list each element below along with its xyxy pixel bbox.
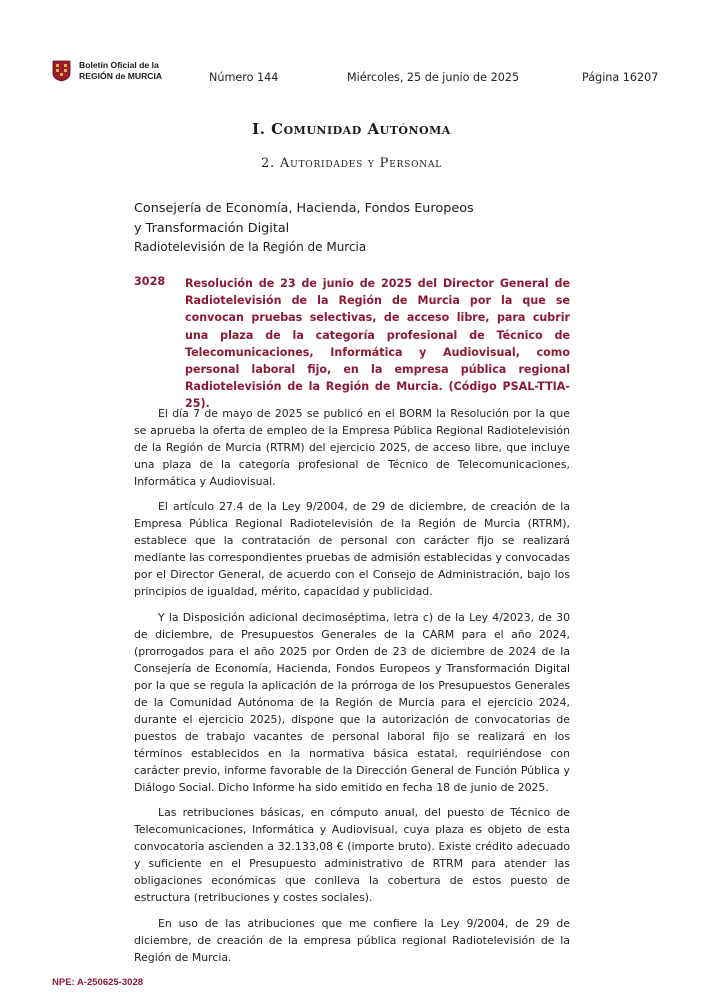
body-paragraph: El artículo 27.4 de la Ley 9/2004, de 29 de diciembre, de creación de la Empresa Pública Regional Radiotelevisión de la Región de Murcia (RTRM), establece que la contratación de personal con carácter fijo se realizará mediante las correspondientes pruebas de admisión establecidas y convocadas por el Director General, de acuerdo con el Consejo de Administración, bajo los principios de igualdad, mérito, capacidad y publicidad. xyxy=(134,500,570,599)
organization-line-3: Radiotelevisión de la Región de Murcia xyxy=(134,240,367,254)
section-title: I. Comunidad Autónoma xyxy=(252,120,451,138)
document-body xyxy=(134,405,570,974)
announcement-number: 3028 xyxy=(134,275,166,288)
npe-code: NPE: A-250625-3028 xyxy=(52,977,144,988)
body-paragraph: El día 7 de mayo de 2025 se publicó en el BORM la Resolución por la que se aprueba la oferta de empleo de la Empresa Pública Regional Radiotelevisión de la Región de Murcia (RTRM) del ejercicio 2025, de acceso libre, que incluye una plaza de la categoría profesional de Técnico de Telecomunicaciones, Informática y Audiovisual. xyxy=(134,407,570,488)
announcement-title: Resolución de 23 de junio de 2025 del Director General de Radiotelevisión de la Región de Murcia por la que se convocan pruebas selectivas, de acceso libre, para cubrir una plaza de la categoría profesional de Técnico de Telecomunicaciones, Informática y Audiovisual, como personal laboral fijo, en la empresa pública regional Radiotelevisión de la Región de Murcia. (Código PSAL-TTIA-25). xyxy=(185,277,570,411)
body-paragraph: En uso de las atribuciones que me confiere la Ley 9/2004, de 29 de diciembre, de creación de la empresa pública regional Radiotelevisión de la Región de Murcia. xyxy=(134,916,570,964)
publication-date: Miércoles, 25 de junio de 2025 xyxy=(347,71,520,84)
region-murcia-coat-of-arms-icon xyxy=(52,60,71,82)
body-paragraph: Y la Disposición adicional decimoséptima, letra c) de la Ley 4/2023, de 30 de diciembre, de Presupuestos Generales de la CARM para el año 2024, (prorrogados para el año 2025 por Orden de 23 de diciembre de 2024 de la Consejería de Economía, Hacienda, Fondos Europeos y Transformación Digital por la que se regula la aplicación de la prórroga de los Presupuestos Generales de la Comunidad Autónoma de la Región de Murcia para el ejercicio 2024, durante el ejercicio 2025), dispone que la autorización de convocatorias de puestos de trabajo vacantes de personal laboral fijo se realizará en los términos establecidos en la normativa básica estatal, requiriéndose con carácter previo, informe favorable de la Dirección General de Función Pública y Diálogo Social. Dicho Informe ha sido emitido en fecha 18 de junio de 2025. xyxy=(134,610,570,794)
subsection-title: 2. Autoridades y Personal xyxy=(260,156,443,171)
issuing-organization xyxy=(134,199,474,258)
bulletin-brand xyxy=(79,60,162,82)
page-number: Página 16207 xyxy=(582,71,659,84)
organization-line-1: Consejería de Economía, Hacienda, Fondos Europeos xyxy=(134,201,474,216)
issue-number: Número 144 xyxy=(209,71,279,84)
brand-line-2: REGIÓN de MURCIA xyxy=(79,71,163,81)
organization-line-2: y Transformación Digital xyxy=(134,220,290,236)
body-paragraph: Las retribuciones básicas, en cómputo anual, del puesto de Técnico de Telecomunicaciones, Informática y Audiovisual, cuya plaza es objeto de esta convocatoria ascienden a 32.133,08 € (importe bruto). Existe crédito adecuado y suficiente en el Presupuesto administrativo de RTRM para atender las obligaciones económicas que conlleva la cobertura de estos puesto de estructura (retribuciones y costes sociales). xyxy=(134,806,570,905)
brand-line-1: Boletín Oficial de la xyxy=(79,60,159,70)
